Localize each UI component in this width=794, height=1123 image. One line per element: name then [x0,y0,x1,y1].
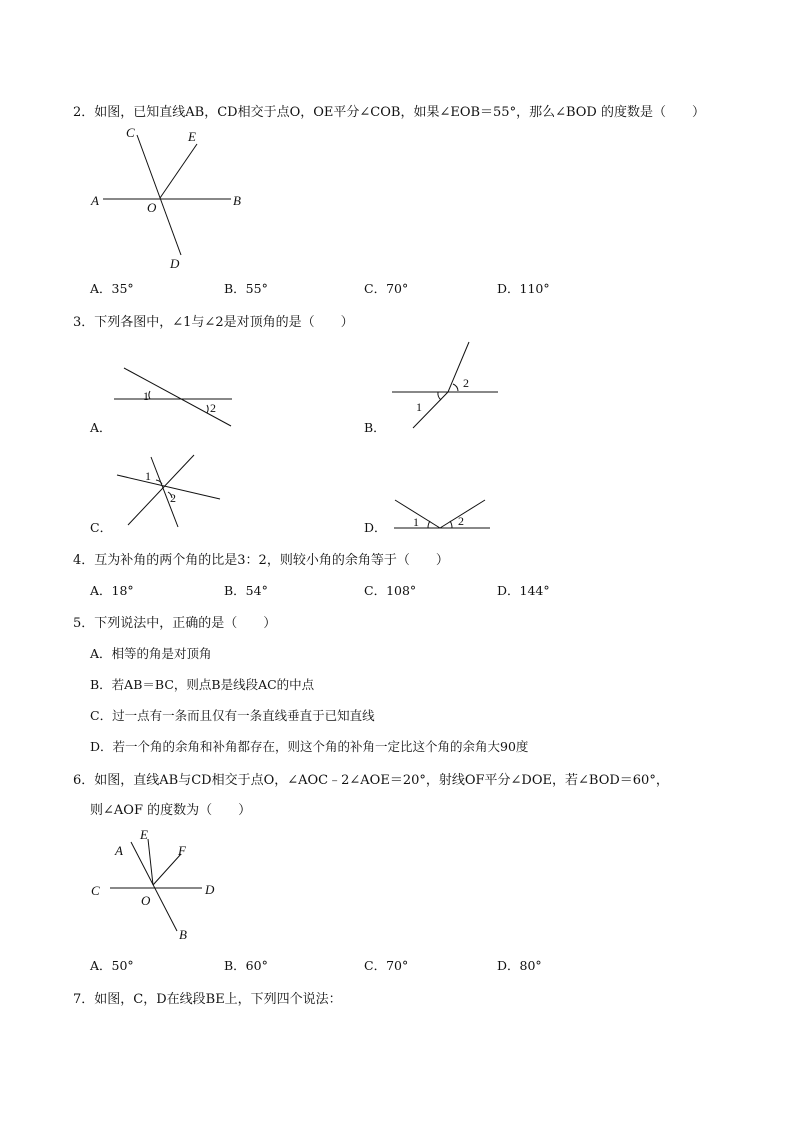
q3b-angle1: 1 [416,400,422,414]
q3b-angle2: 2 [463,376,469,390]
q5-option-a[interactable]: A．相等的角是对顶角 [90,646,212,661]
line-cd [137,135,181,255]
q3-text: 3．下列各图中，∠1与∠2是对顶角的是（ ） [73,315,354,330]
q3-option-a[interactable]: A． [90,420,112,435]
ray-oe [148,839,153,885]
q5-text: 5．下列说法中，正确的是（ ） [73,616,277,631]
label-a: A [115,843,123,858]
q3a-angle1: 1 [143,389,149,403]
q7-text: 7．如图，C，D在线段BE上，下列四个说法： [73,992,342,1007]
q6-option-c[interactable]: C．70° [364,958,409,973]
q3-figure-b [390,340,505,435]
q5-option-d[interactable]: D．若一个角的余角和补角都存在，则这个角的补角一定比这个角的余角大90度 [90,739,529,754]
label-c: C [126,125,135,140]
q3a-angle2: 2 [210,401,216,415]
q6-option-b[interactable]: B．60° [224,958,268,973]
q2-text: 2．如图，已知直线AB，CD相交于点O，OE平分∠COB，如果∠EOB＝55°，那么∠BOD 的度数是（ ） [73,105,705,120]
q4-option-b[interactable]: B．54° [224,583,268,598]
label-e: E [140,827,148,842]
label-d: D [170,256,180,271]
q5-option-b[interactable]: B．若AB＝BC，则点B是线段AC的中点 [90,677,315,692]
q2-option-b[interactable]: B．55° [224,281,268,296]
label-b: B [179,927,187,942]
q2-option-a[interactable]: A．35° [90,281,134,296]
label-o: O [141,893,151,908]
q3d-angle2: 2 [458,514,464,528]
q3-option-b[interactable]: B． [364,420,386,435]
q3d-angle1: 1 [413,515,419,529]
label-c: C [91,883,100,898]
q3c-angle1: 1 [145,469,151,483]
label-a: A [91,193,99,208]
q4-option-d[interactable]: D．144° [497,583,550,598]
ray-of [153,854,181,885]
q3-option-c[interactable]: C． [90,520,113,535]
line-ab [131,842,177,931]
q2-figure [85,125,260,275]
q2-option-d[interactable]: D．110° [497,281,550,296]
label-o: O [147,200,157,215]
q2-option-c[interactable]: C．70° [364,281,409,296]
q6-option-a[interactable]: A．50° [90,958,134,973]
label-e: E [188,129,196,144]
label-f: F [178,843,186,858]
q3-figure-d [390,495,495,535]
ray-oe [160,144,197,198]
q3-figure-c [110,450,225,530]
q3-option-d[interactable]: D． [364,520,387,535]
q6-text-line1: 6．如图，直线AB与CD相交于点O，∠AOC﹣2∠AOE＝20°，射线OF平分∠DOE，若∠BOD＝60°， [73,773,669,788]
q6-text-line2: 则∠AOF 的度数为（ ） [90,803,252,818]
label-b: B [233,193,241,208]
q4-option-a[interactable]: A．18° [90,583,134,598]
q4-text: 4．互为补角的两个角的比是3：2，则较小角的余角等于（ ） [73,553,449,568]
q6-option-d[interactable]: D．80° [497,958,542,973]
q6-figure [88,825,228,945]
q3c-angle2: 2 [170,491,176,505]
label-d: D [205,882,215,897]
q5-option-c[interactable]: C．过一点有一条而且仅有一条直线垂直于已知直线 [90,708,375,723]
q3-figure-a [110,360,240,435]
q4-option-c[interactable]: C．108° [364,583,417,598]
